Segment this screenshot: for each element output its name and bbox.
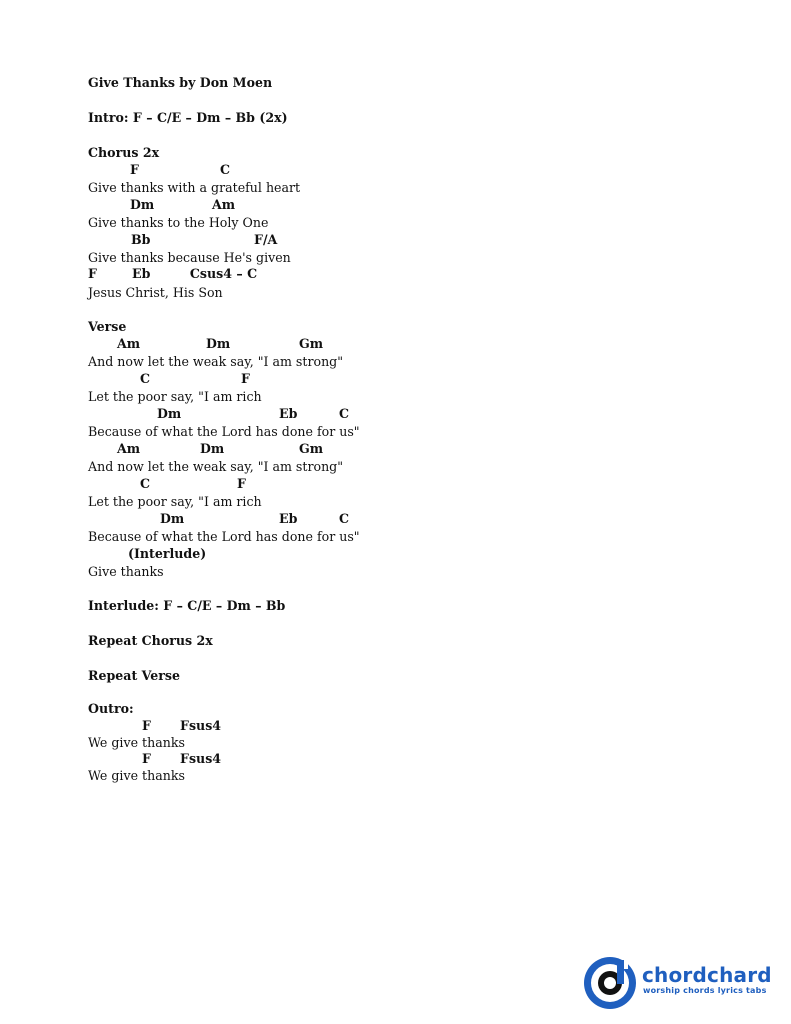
chord-line: [254, 232, 277, 247]
chord-c: C: [140, 476, 151, 491]
chord-line: [140, 371, 150, 386]
chord-line: [299, 441, 323, 456]
chord-line: [130, 197, 154, 212]
chord-eb: Eb: [279, 406, 298, 421]
chord-dm: Dm: [160, 511, 185, 526]
song-title: Give Thanks by Don Moen: [88, 75, 273, 90]
lyric-line: Give thanks: [88, 564, 164, 579]
chorus-heading: Chorus 2x: [88, 145, 160, 160]
lyric-line: Give thanks to the Holy One: [88, 215, 269, 230]
chord-am: Am: [117, 441, 141, 456]
lyric-line: Because of what the Lord has done for us": [88, 529, 360, 544]
lyric-line: And now let the weak say, "I am strong": [88, 354, 344, 369]
outro-heading: Outro:: [88, 701, 134, 716]
chord-dm: Dm: [157, 406, 182, 421]
interlude-marker: (Interlude): [128, 546, 207, 561]
lyric-line: Give thanks with a grateful heart: [88, 180, 301, 195]
chord-fsus4: Fsus4: [180, 718, 222, 733]
chord-f: F: [241, 371, 250, 386]
chord-c: C: [220, 162, 231, 177]
chord-dm: Dm: [206, 336, 231, 351]
chord-f: F: [142, 718, 151, 733]
chord-fsus4: Fsus4: [180, 751, 222, 766]
chord-line: [142, 751, 151, 766]
chord-line: [180, 751, 221, 766]
chord-line: [117, 441, 140, 456]
chord-line: [220, 162, 230, 177]
lyric-line: Let the poor say, "I am rich: [88, 494, 262, 509]
chord-line: [237, 476, 246, 491]
chord-line: [200, 441, 224, 456]
chord-line: [130, 162, 139, 177]
chordchard-logo-icon: [582, 955, 638, 1011]
chord-dm: Dm: [200, 441, 225, 456]
interlude-line: Interlude: F – C/E – Dm – Bb: [88, 598, 286, 613]
chord-fa: F/A: [254, 232, 278, 247]
lyric-line: And now let the weak say, "I am strong": [88, 459, 344, 474]
chord-line: [212, 197, 235, 212]
chord-line: [117, 336, 140, 351]
chord-gm: Gm: [299, 336, 324, 351]
chord-c: C: [339, 511, 350, 526]
chord-line: F Eb Csus4 – C: [88, 266, 258, 281]
chord-line: [299, 336, 323, 351]
chord-line: [140, 476, 150, 491]
repeat-chorus: Repeat Chorus 2x: [88, 633, 213, 648]
intro-line: Intro: F – C/E – Dm – Bb (2x): [88, 110, 288, 125]
chord-line: [180, 718, 221, 733]
chord-dm: Dm: [130, 197, 155, 212]
chord-line: [160, 511, 184, 526]
lyric-line: Because of what the Lord has done for us": [88, 424, 360, 439]
chord-f: F: [130, 162, 139, 177]
chord-c: C: [339, 406, 350, 421]
chord-gm: Gm: [299, 441, 324, 456]
chord-f: F: [142, 751, 151, 766]
lyric-line: Let the poor say, "I am rich: [88, 389, 262, 404]
chord-am: Am: [117, 336, 141, 351]
chord-line: [279, 511, 297, 526]
chord-line: [131, 232, 150, 247]
chord-bb: Bb: [131, 232, 151, 247]
chord-line: [279, 406, 297, 421]
repeat-verse: Repeat Verse: [88, 668, 181, 683]
chord-line: [241, 371, 250, 386]
chord-c: C: [140, 371, 151, 386]
lyric-line: We give thanks: [88, 735, 185, 750]
logo-name: chordchard: [642, 963, 772, 987]
logo-tagline: worship chords lyrics tabs: [643, 986, 767, 995]
chord-line: [339, 511, 349, 526]
chord-line: [206, 336, 230, 351]
lyric-line: We give thanks: [88, 768, 185, 783]
chord-line: [339, 406, 349, 421]
chordchard-logo[interactable]: [582, 955, 772, 1011]
lyric-line: Give thanks because He's given: [88, 250, 291, 265]
chord-f: F: [237, 476, 246, 491]
verse-heading: Verse: [88, 319, 127, 334]
chord-line: [142, 718, 151, 733]
lyric-line: Jesus Christ, His Son: [88, 285, 223, 300]
chord-am: Am: [212, 197, 236, 212]
chord-eb: Eb: [279, 511, 298, 526]
chord-line: [157, 406, 181, 421]
